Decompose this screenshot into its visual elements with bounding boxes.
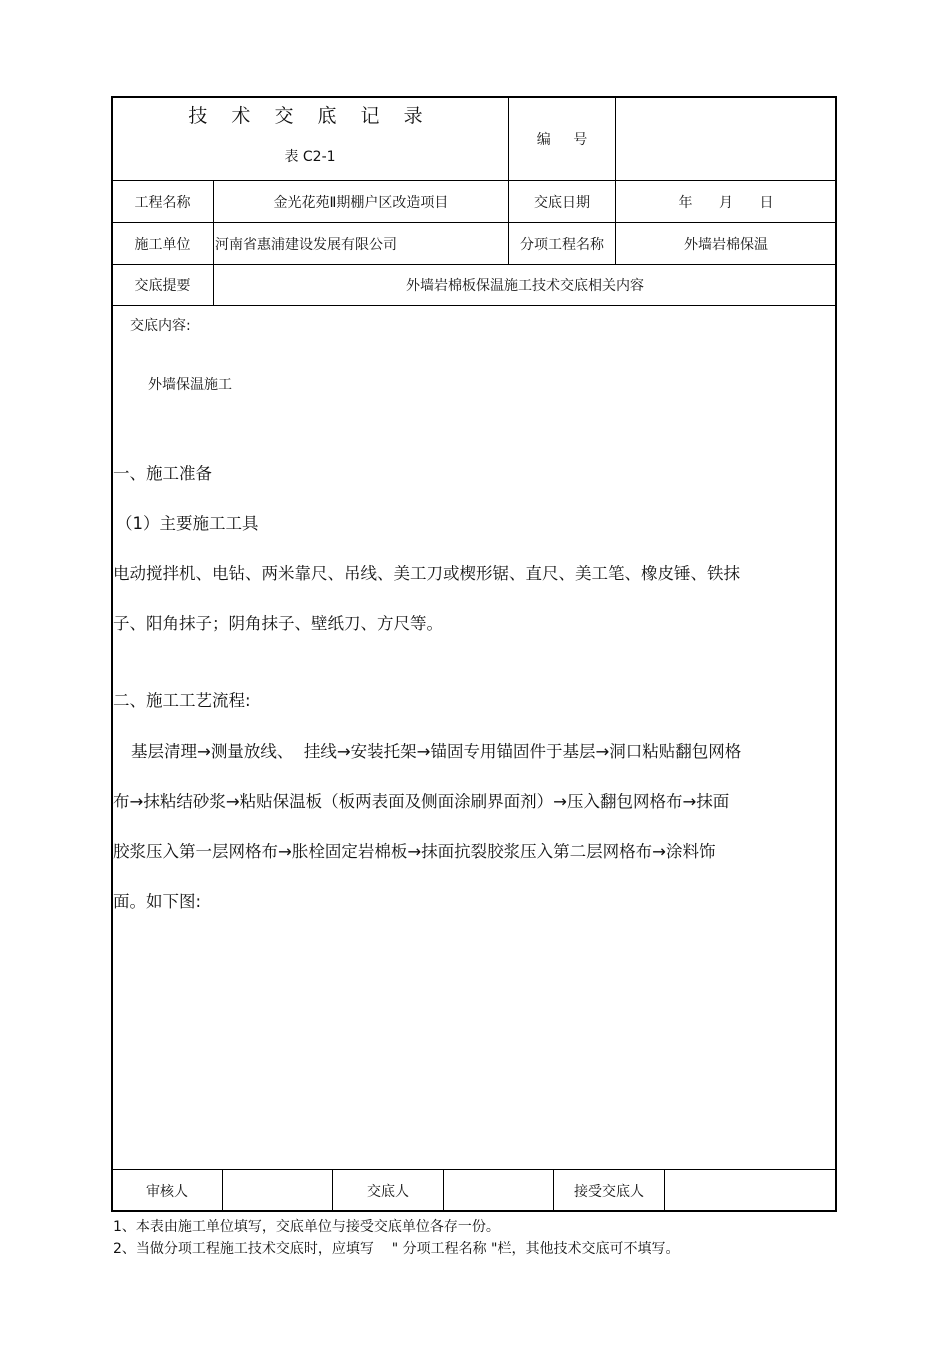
number-label: 编 号 bbox=[536, 131, 588, 148]
document-title: 技 术 交 底 记 录 bbox=[188, 105, 432, 127]
flow-line-4: 面。如下图: bbox=[113, 892, 202, 911]
form-code: 表 C2-1 bbox=[284, 149, 336, 165]
content-label: 交底内容: bbox=[130, 318, 191, 334]
number-field[interactable] bbox=[616, 97, 836, 180]
content-heading: 外墙保温施工 bbox=[148, 377, 232, 393]
receiver-field[interactable] bbox=[665, 1170, 836, 1211]
summary-label: 交底提要 bbox=[134, 278, 191, 294]
subproject-label: 分项工程名称 bbox=[520, 236, 604, 253]
flow-line-1: 基层清理→测量放线、 挂线→安装托架→锚固专用锚固件于基层→洞口粘贴翻包网格 bbox=[131, 742, 742, 761]
construction-unit-label: 施工单位 bbox=[134, 236, 191, 253]
project-name-value: 金光花苑Ⅱ期棚户区改造项目 bbox=[273, 194, 449, 211]
summary-value: 外墙岩棉板保温施工技术交底相关内容 bbox=[406, 278, 644, 294]
tools-line-1: 电动搅拌机、电钻、两米靠尺、吊线、美工刀或楔形锯、直尺、美工笔、橡皮锤、铁抹 bbox=[113, 564, 740, 583]
footnote-1: 1、本表由施工单位填写，交底单位与接受交底单位各存一份。 bbox=[113, 1219, 500, 1235]
subsection-1-title: （1）主要施工工具 bbox=[116, 514, 259, 533]
receiver-label: 接受交底人 bbox=[574, 1183, 644, 1200]
row-divider bbox=[112, 305, 836, 306]
section-2-title: 二、施工工艺流程: bbox=[113, 691, 251, 710]
flow-line-3: 胶浆压入第一层网格布→胀栓固定岩棉板→抹面抗裂胶浆压入第二层网格布→涂料饰 bbox=[113, 842, 716, 861]
reviewer-field[interactable] bbox=[223, 1170, 332, 1211]
subproject-value: 外墙岩棉保温 bbox=[684, 236, 768, 253]
section-1-title: 一、施工准备 bbox=[113, 464, 212, 483]
flow-line-2: 布→抹粘结砂浆→粘贴保温板（板两表面及侧面涂刷界面剂）→压入翻包网格布→抹面 bbox=[113, 792, 730, 811]
project-name-label: 工程名称 bbox=[134, 194, 191, 211]
reviewer-label: 审核人 bbox=[146, 1183, 188, 1200]
date-label: 交底日期 bbox=[534, 194, 590, 211]
presenter-field[interactable] bbox=[444, 1170, 553, 1211]
presenter-label: 交底人 bbox=[367, 1183, 409, 1200]
tools-line-2: 子、阳角抹子；阴角抹子、壁纸刀、方尺等。 bbox=[113, 614, 443, 633]
construction-unit-value: 河南省惠浦建设发展有限公司 bbox=[215, 236, 397, 253]
footnote-2: 2、当做分项工程施工技术交底时，应填写 " 分项工程名称 "栏，其他技术交底可不填写。 bbox=[113, 1241, 680, 1257]
date-value[interactable]: 年 月 日 bbox=[678, 194, 774, 211]
